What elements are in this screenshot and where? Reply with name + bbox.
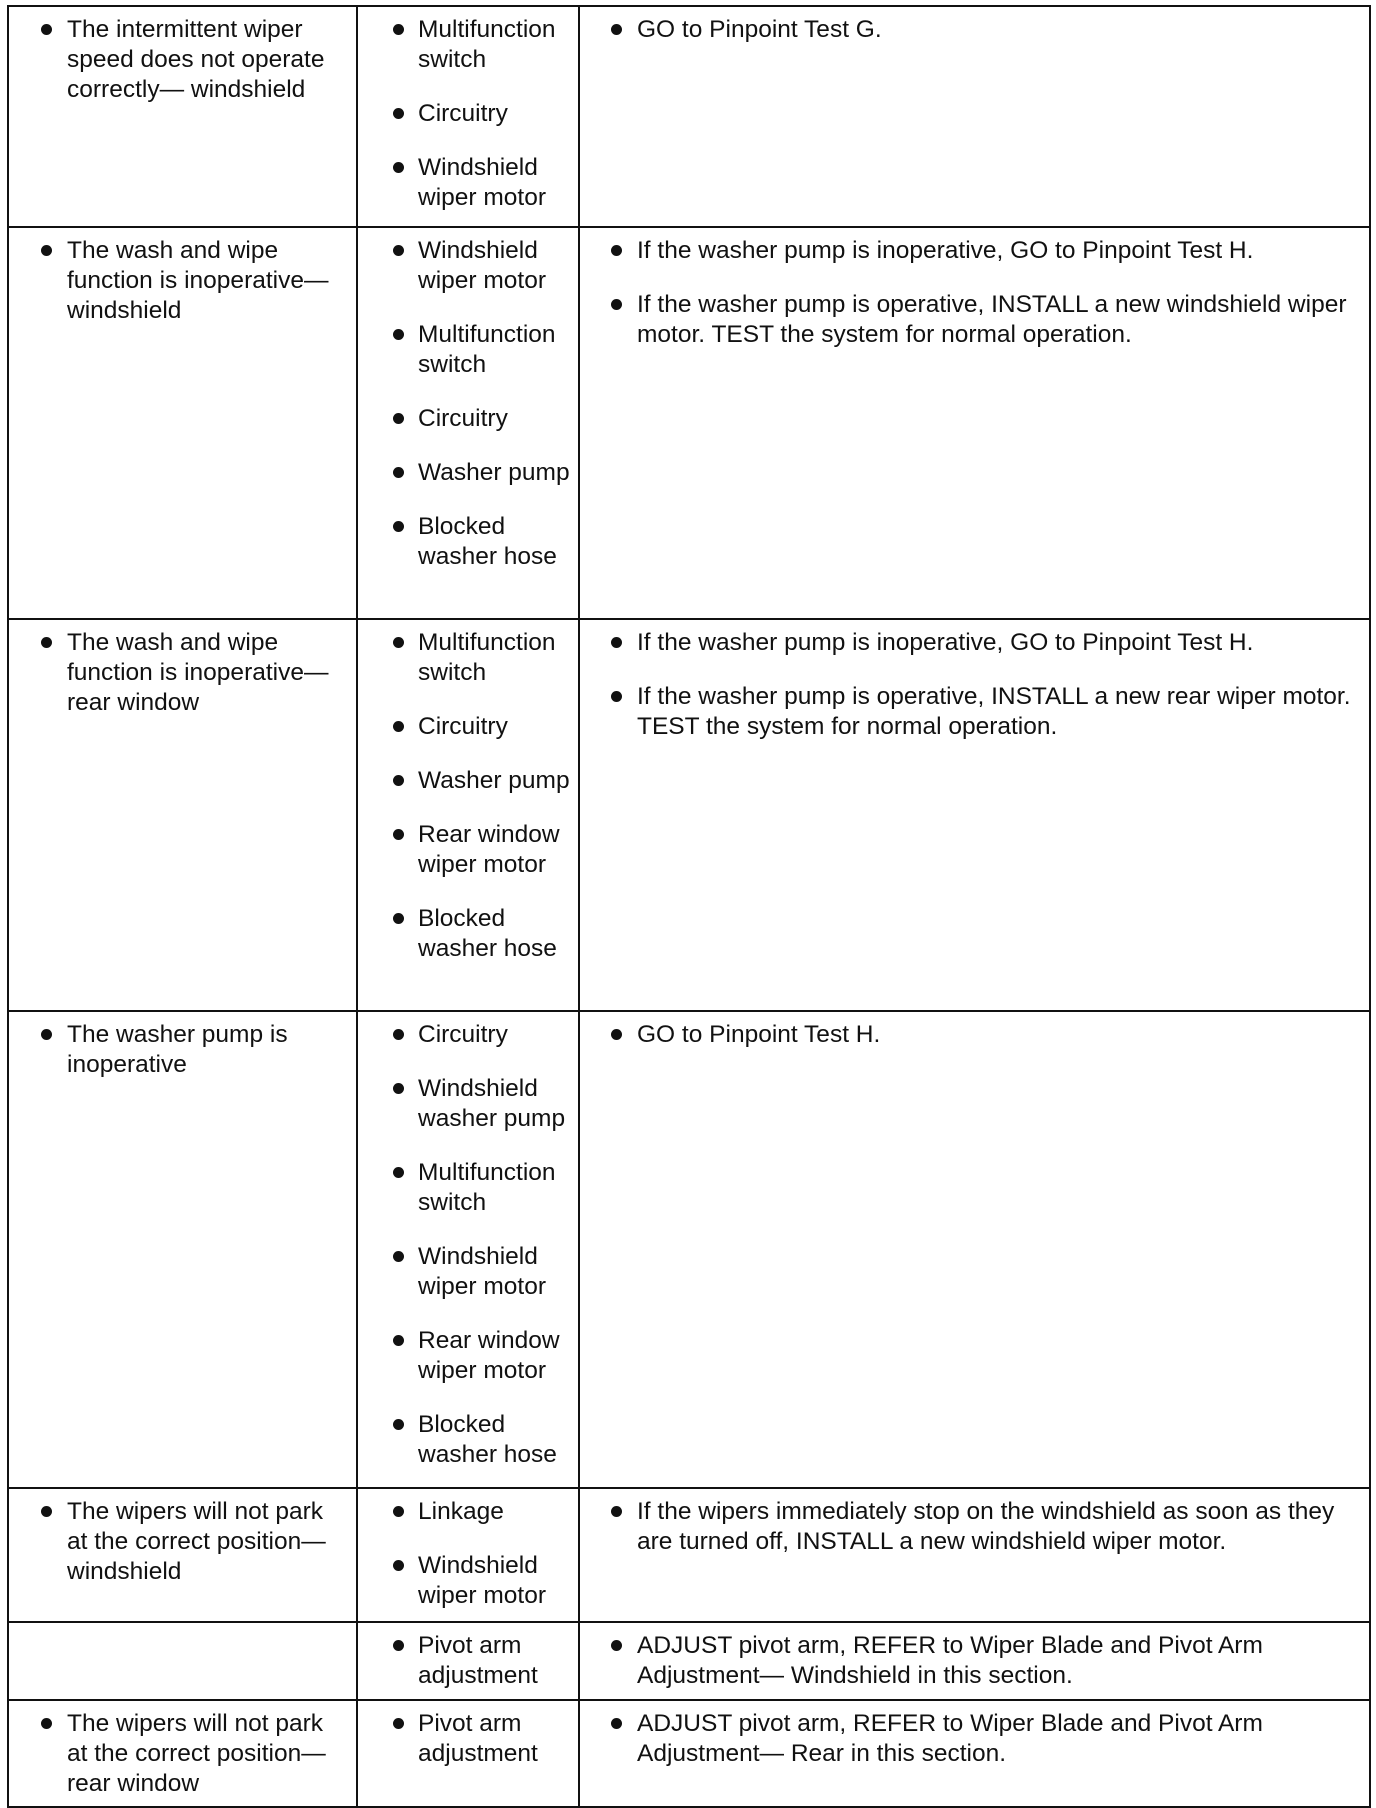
action-item: If the washer pump is inoperative, GO to Pinpoint Test H. — [588, 628, 1361, 658]
condition-item: The wipers will not park at the correct position— rear window — [17, 1709, 348, 1799]
possible-source-cell — [357, 619, 579, 1011]
table-row — [8, 227, 1370, 619]
condition-item: The washer pump is inoperative — [17, 1020, 348, 1080]
action-item: GO to Pinpoint Test G. — [588, 15, 1361, 45]
action-item: GO to Pinpoint Test H. — [588, 1020, 1361, 1050]
action-cell — [579, 1011, 1370, 1488]
source-item: Washer pump — [366, 458, 570, 488]
action-cell — [579, 1488, 1370, 1622]
source-item: Rear window wiper motor — [366, 820, 570, 880]
action-cell — [579, 1700, 1370, 1807]
action-cell — [579, 227, 1370, 619]
action-item: If the washer pump is operative, INSTALL a new windshield wiper motor. TEST the system for normal operation. — [588, 290, 1361, 350]
source-item: Multifunction switch — [366, 320, 570, 380]
condition-cell — [8, 1488, 357, 1622]
possible-source-cell — [357, 6, 579, 227]
possible-source-cell — [357, 1488, 579, 1622]
action-item: ADJUST pivot arm, REFER to Wiper Blade and Pivot Arm Adjustment— Rear in this section. — [588, 1709, 1361, 1769]
action-item: If the washer pump is operative, INSTALL a new rear wiper motor. TEST the system for normal operation. — [588, 682, 1361, 742]
table-row — [8, 1488, 1370, 1622]
source-item: Blocked washer hose — [366, 512, 570, 572]
action-item: If the washer pump is inoperative, GO to Pinpoint Test H. — [588, 236, 1361, 266]
source-item: Multifunction switch — [366, 1158, 570, 1218]
action-item: If the wipers immediately stop on the windshield as soon as they are turned off, INSTALL a new windshield wiper motor. — [588, 1497, 1361, 1557]
action-cell — [579, 1622, 1370, 1700]
possible-source-cell — [357, 1700, 579, 1807]
table-row — [8, 1622, 1370, 1700]
source-item: Linkage — [366, 1497, 570, 1527]
condition-cell — [8, 619, 357, 1011]
source-item: Washer pump — [366, 766, 570, 796]
source-item: Multifunction switch — [366, 628, 570, 688]
condition-cell — [8, 1700, 357, 1807]
action-cell — [579, 6, 1370, 227]
table-row — [8, 619, 1370, 1011]
condition-item: The wash and wipe function is inoperative— rear window — [17, 628, 348, 718]
source-item: Rear window wiper motor — [366, 1326, 570, 1386]
condition-cell — [8, 1622, 357, 1700]
source-item: Circuitry — [366, 404, 570, 434]
possible-source-cell — [357, 1011, 579, 1488]
table-row — [8, 6, 1370, 227]
condition-item: The wash and wipe function is inoperative— windshield — [17, 236, 348, 326]
condition-cell — [8, 1011, 357, 1488]
condition-item: The intermittent wiper speed does not operate correctly— windshield — [17, 15, 348, 105]
source-item: Blocked washer hose — [366, 1410, 570, 1470]
source-item: Circuitry — [366, 99, 570, 129]
possible-source-cell — [357, 227, 579, 619]
condition-cell — [8, 6, 357, 227]
source-item: Pivot arm adjustment — [366, 1631, 570, 1691]
source-item: Windshield washer pump — [366, 1074, 570, 1134]
table-row — [8, 1700, 1370, 1807]
source-item: Multifunction switch — [366, 15, 570, 75]
symptom-chart-table — [7, 5, 1371, 1808]
source-item: Circuitry — [366, 712, 570, 742]
source-item: Windshield wiper motor — [366, 1551, 570, 1611]
action-item: ADJUST pivot arm, REFER to Wiper Blade and Pivot Arm Adjustment— Windshield in this section. — [588, 1631, 1361, 1691]
table-row — [8, 1011, 1370, 1488]
condition-cell — [8, 227, 357, 619]
condition-item: The wipers will not park at the correct position— windshield — [17, 1497, 348, 1587]
action-cell — [579, 619, 1370, 1011]
source-item: Windshield wiper motor — [366, 1242, 570, 1302]
source-item: Windshield wiper motor — [366, 236, 570, 296]
source-item: Circuitry — [366, 1020, 570, 1050]
source-item: Pivot arm adjustment — [366, 1709, 570, 1769]
possible-source-cell — [357, 1622, 579, 1700]
source-item: Windshield wiper motor — [366, 153, 570, 213]
source-item: Blocked washer hose — [366, 904, 570, 964]
